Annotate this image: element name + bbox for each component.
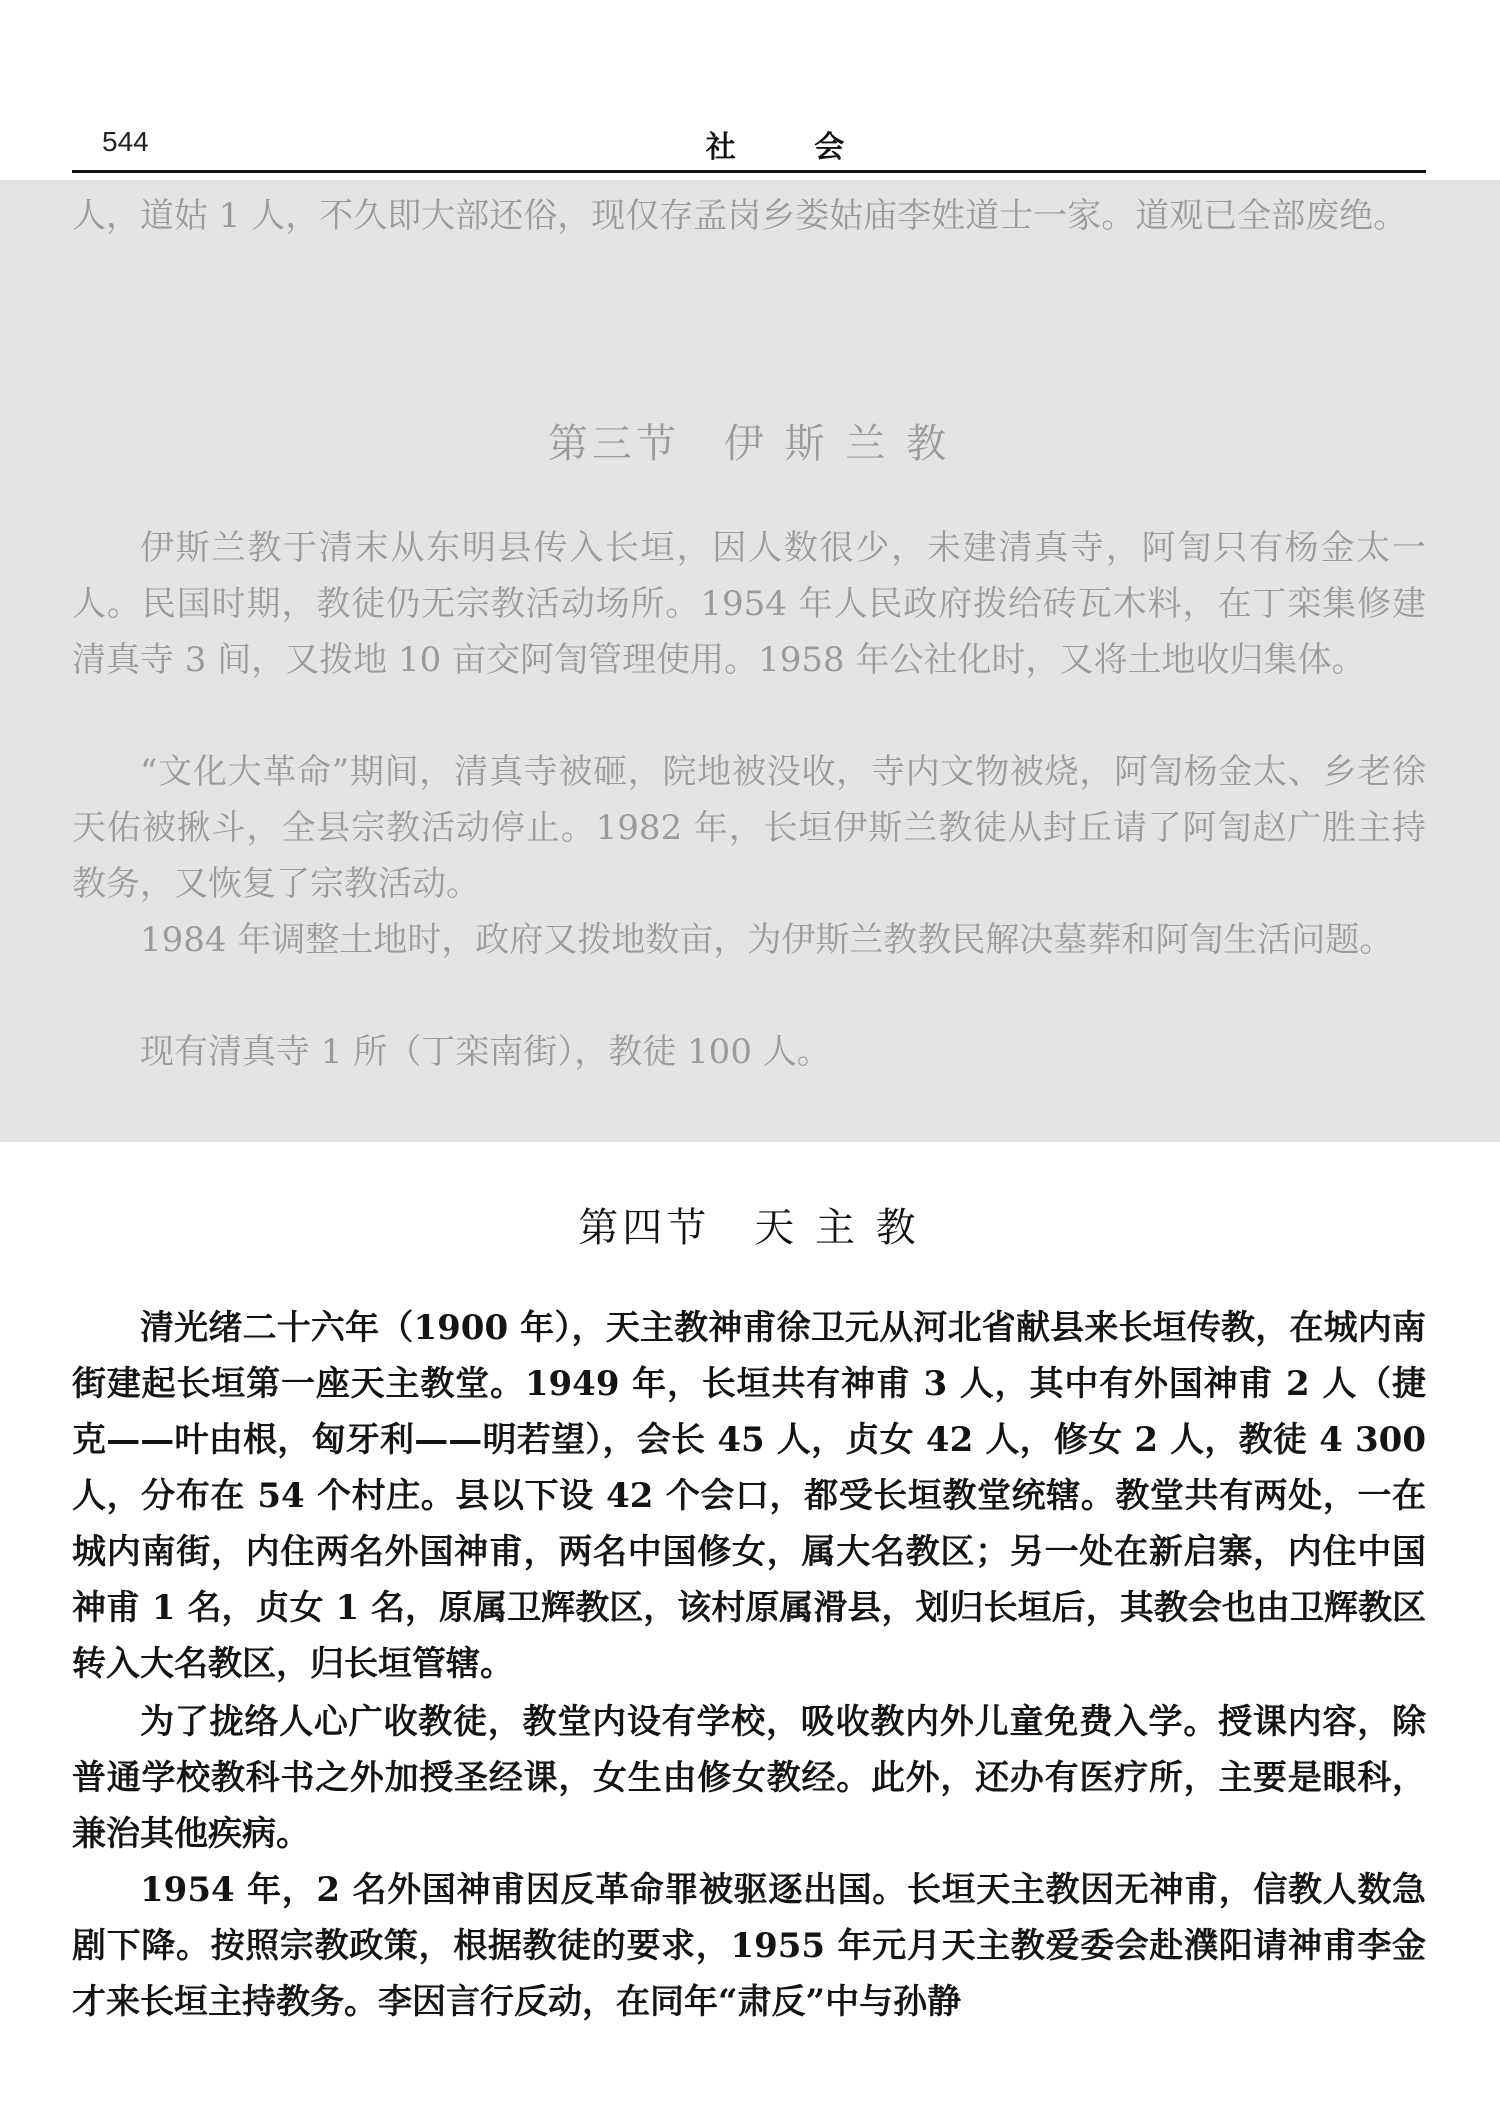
page-number: 544: [102, 126, 149, 157]
section-4-paragraph-1: 清光绪二十六年（1900 年），天主教神甫徐卫元从河北省献县来长垣传教，在城内南街建起长垣第一座天主教堂。1949 年，长垣共有神甫 3 人，其中有外国神甫 2 人（捷克——叶由根，匈牙利——明若望），会长 45 人，贞女 42 人，修女 2 人，教徒 4 300 人，分布在 54 个村庄。县以下设 42 个会口，都受长垣教堂统辖。教堂共有两处，一在城内南街，内住两名外国神甫，两名中国修女，属大名教区；另一处在新启寨，内住中国神甫 1 名，贞女 1 名，原属卫辉教区，该村原属滑县，划归长垣后，其教会也由卫辉教区转入大名教区，归长垣管辖。: [72, 1308, 1426, 1684]
section-3-paragraph-3: 1984 年调整土地时，政府又拨地数亩，为伊斯兰教教民解决墓葬和阿訇生活问题。: [140, 920, 1394, 960]
page-header: [72, 122, 1426, 173]
section-3-paragraph-2: “文化大革命”期间，清真寺被砸，院地被没收，寺内文物被烧，阿訇杨金太、乡老徐天佑被揪斗，全县宗教活动停止。1982 年，长垣伊斯兰教徒从封丘请了阿訇赵广胜主持教务，又恢复了宗教活动。: [72, 752, 1426, 904]
section-4-paragraph-2: 为了拢络人心广收教徒，教堂内设有学校，吸收教内外儿童免费入学。授课内容，除普通学校教科书之外加授圣经课，女生由修女教经。此外，还办有医疗所，主要是眼科，兼治其他疾病。: [72, 1702, 1426, 1854]
section-4-paragraph-3: 1954 年，2 名外国神甫因反革命罪被驱逐出国。长垣天主教因无神甫，信教人数急剧下降。按照宗教政策，根据教徒的要求，1955 年元月天主教爱委会赴濮阳请神甫李金才来长垣主持教务。李因言行反动，在同年“肃反”中与孙静: [72, 1870, 1426, 2022]
section-3-paragraph-1: 伊斯兰教于清末从东明县传入长垣，因人数很少，未建清真寺，阿訇只有杨金太一人。民国时期，教徒仍无宗教活动场所。1954 年人民政府拨给砖瓦木料，在丁栾集修建清真寺 3 间，又拨地 10 亩交阿訇管理使用。1958 年公社化时，又将土地收归集体。: [72, 528, 1426, 680]
section-3-paragraph-4: 现有清真寺 1 所（丁栾南街），教徒 100 人。: [140, 1032, 831, 1072]
continued-paragraph: 人，道姑 1 人，不久即大部还俗，现仅存孟岗乡娄姑庙李姓道士一家。道观已全部废绝。: [72, 196, 1408, 236]
section-4-title: 第四节 天 主 教: [578, 1205, 920, 1251]
running-title: 社 会: [705, 130, 879, 165]
section-3-title: 第三节 伊 斯 兰 教: [547, 421, 951, 467]
